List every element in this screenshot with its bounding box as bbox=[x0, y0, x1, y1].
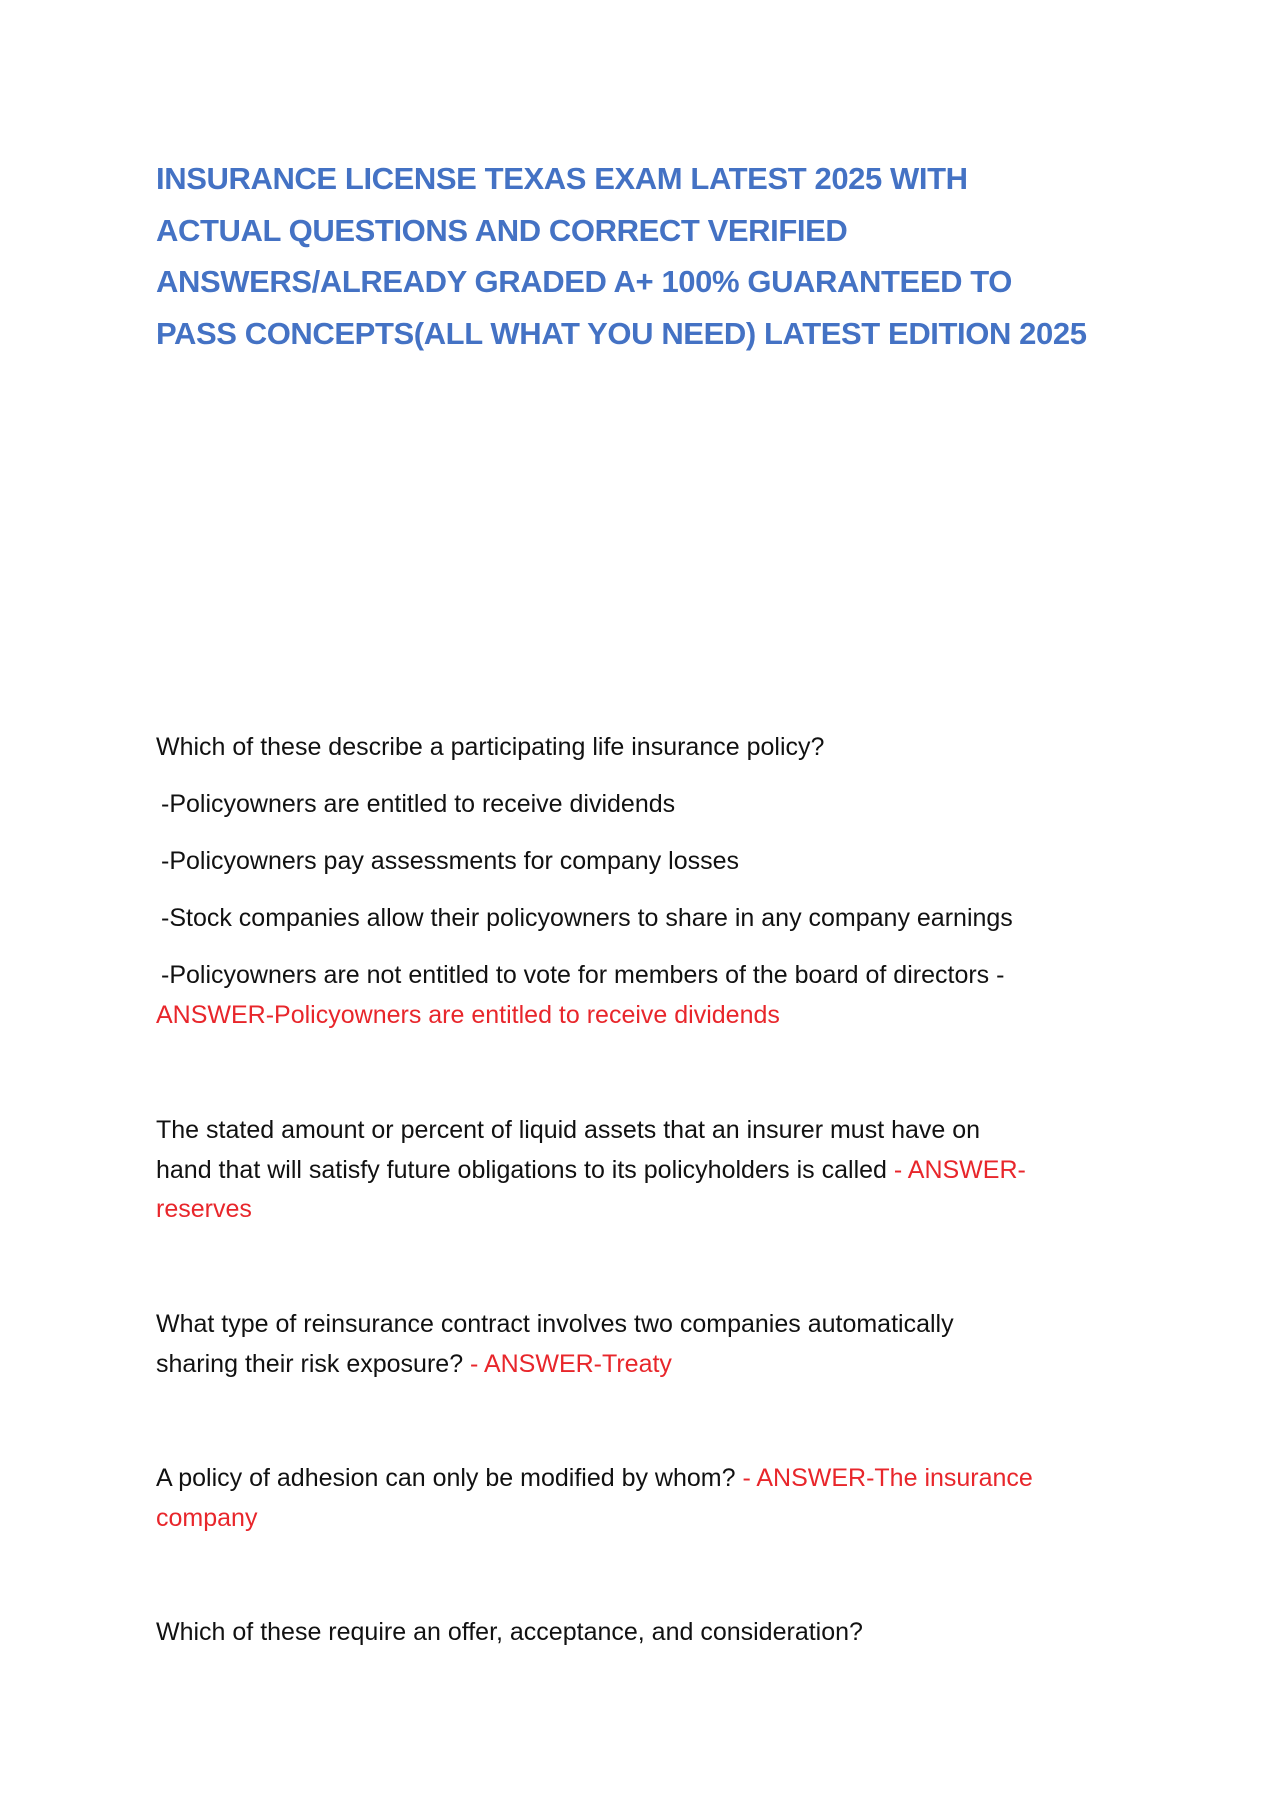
question-text: The stated amount or percent of liquid assets that an insurer must have on bbox=[156, 1116, 981, 1144]
question-block-reserves bbox=[156, 1111, 1156, 1230]
question-block-reinsurance bbox=[156, 1305, 1156, 1384]
question-block-contract-elements bbox=[156, 1613, 1156, 1653]
correct-answer: - ANSWER- bbox=[893, 1155, 1026, 1184]
correct-answer: - ANSWER-The insurance bbox=[742, 1464, 1033, 1492]
title-line: ANSWERS/ALREADY GRADED A+ 100% GUARANTEED TO bbox=[156, 264, 1012, 299]
question-text-with-answer bbox=[156, 1345, 1156, 1385]
document-title bbox=[156, 153, 1156, 359]
correct-answer: - ANSWER-Treaty bbox=[470, 1349, 672, 1378]
question-text: Which of these describe a participating life insurance policy? bbox=[156, 733, 825, 761]
question-text: A policy of adhesion can only be modified by whom? bbox=[156, 1464, 743, 1492]
question-text: What type of reinsurance contract involves two companies automatically bbox=[156, 1310, 954, 1338]
title-line: ACTUAL QUESTIONS AND CORRECT VERIFIED bbox=[156, 212, 848, 248]
question-block-participating-policy bbox=[156, 728, 1156, 1035]
answer-option: -Policyowners are not entitled to vote for members of the board of directors - bbox=[161, 961, 1005, 989]
question-text-with-answer bbox=[156, 1459, 1156, 1499]
correct-answer: reserves bbox=[156, 1195, 252, 1223]
title-line: PASS CONCEPTS(ALL WHAT YOU NEED) LATEST EDITION 2025 bbox=[156, 315, 1087, 351]
answer-option: -Stock companies allow their policyowners to share in any company earnings bbox=[161, 904, 1013, 932]
correct-answer: company bbox=[156, 1503, 258, 1532]
question-text: hand that will satisfy future obligations to its policyholders is called bbox=[156, 1155, 894, 1184]
question-text: sharing their risk exposure? bbox=[156, 1349, 471, 1378]
question-text: Which of these require an offer, acceptance, and consideration? bbox=[156, 1618, 863, 1646]
correct-answer: ANSWER-Policyowners are entitled to receive dividends bbox=[156, 1000, 780, 1029]
question-block-adhesion bbox=[156, 1459, 1156, 1538]
answer-option: -Policyowners pay assessments for company losses bbox=[161, 847, 740, 875]
question-text-with-answer bbox=[156, 1151, 1156, 1191]
answer-option: -Policyowners are entitled to receive dividends bbox=[161, 790, 676, 818]
title-line: INSURANCE LICENSE TEXAS EXAM LATEST 2025 WITH bbox=[156, 161, 968, 196]
